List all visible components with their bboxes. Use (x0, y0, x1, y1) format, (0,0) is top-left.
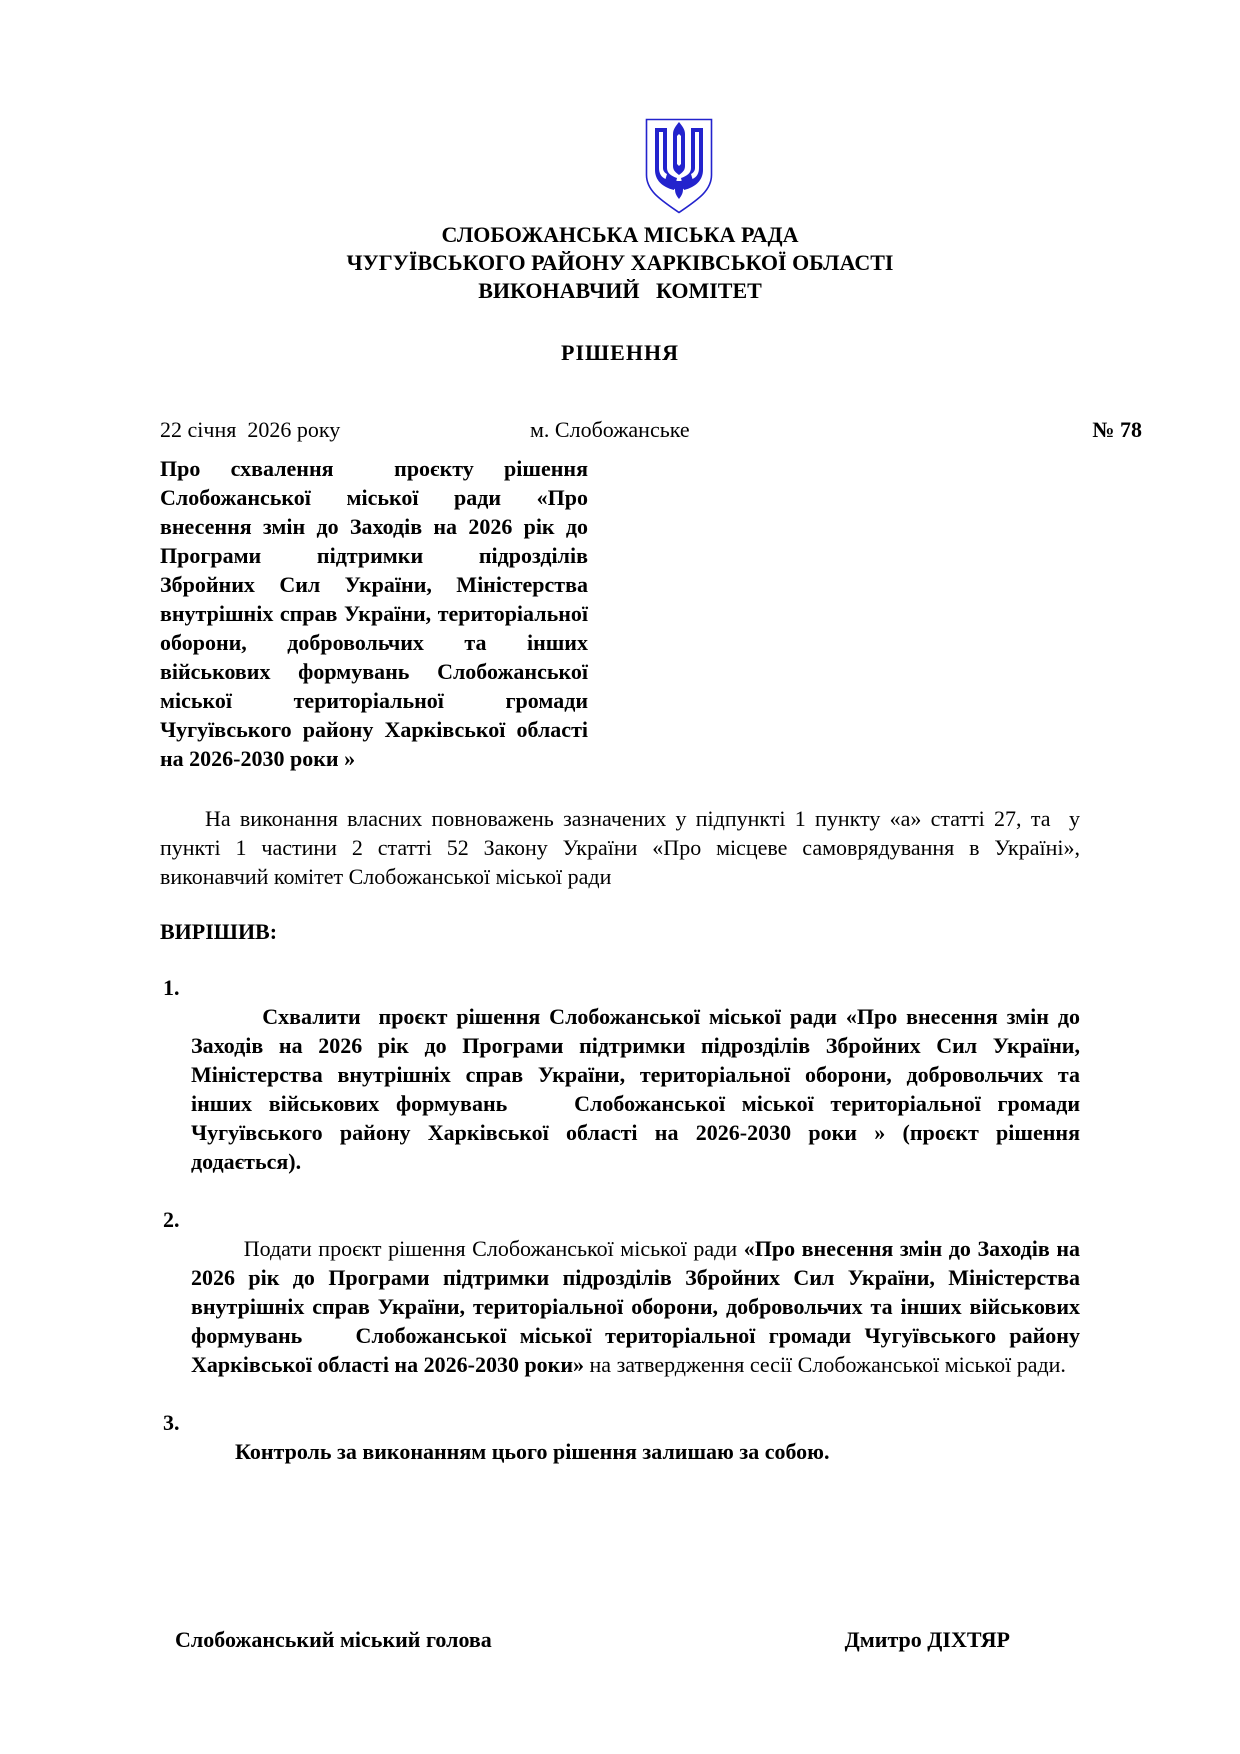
trident-shield-icon (645, 118, 713, 214)
resolved-label: ВИРІШИВ: (160, 919, 278, 944)
document-number: № 78 (1092, 417, 1142, 442)
item-2-text-bold: «Про внесення змін до Заходів на 2026 рік до Програми підтримки підрозділів Збройних Сил України, Міністерства внутрішніх справ України, територіальної оборони, добровольчих та інших військових формувань Слобожанської міської територіальної громади Чугуївського району Харківської області на 2026-2030 роки» (191, 1236, 1086, 1377)
signature-row (160, 1625, 1080, 1654)
coat-of-arms-icon (645, 118, 713, 214)
org-name-line2: ЧУГУЇВСЬКОГО РАЙОНУ ХАРКІВСЬКОЇ ОБЛАСТІ (346, 250, 894, 275)
document-place: м. Слобожанське (530, 417, 690, 442)
item-2-number: 2. (163, 1207, 180, 1232)
preamble-paragraph: На виконання власних повноважень зазначених у підпункті 1 пункту «а» статті 27, та у пункті 1 частини 2 статті 52 Закону України «Про місцеве самоврядування в Україні», виконавчий комітет Слобожанської міської ради (160, 806, 1086, 889)
signature-position: Слобожанський міський голова (175, 1627, 492, 1652)
decision-list (160, 973, 1091, 1495)
item-3-text-bold: Контроль за виконанням цього рішення залишаю за собою. (235, 1439, 830, 1464)
meta-row (160, 415, 1142, 444)
signature-name: Дмитро ДІХТЯР (844, 1627, 1010, 1652)
list-item-3 (160, 1408, 1080, 1495)
org-name-line1: СЛОБОЖАНСЬКА МІСЬКА РАДА (441, 222, 799, 247)
item-3-number: 3. (163, 1410, 180, 1435)
item-1-text-bold: Схвалити проєкт рішення Слобожанської міської ради «Про внесення змін до Заходів на 2026 рік до Програми підтримки підрозділів Збройних Сил України, Міністерства внутрішніх справ України, територіальної оборони, добровольчих та інших військових формувань Слобожанської міської територіальної громади Чугуївського району Харківської області на 2026-2030 роки » (проєкт рішення додається). (191, 1004, 1091, 1174)
list-item-2 (160, 1205, 1086, 1408)
item-2-text-suffix: на затвердження сесії Слобожанської міської ради. (584, 1352, 1066, 1377)
subject-paragraph: Про схвалення проєкту рішення Слобожанської міської ради «Про внесення змін до Заходів на 2026 рік до Програми підтримки підрозділів Збройних Сил України, Міністерства внутрішніх справ України, територіальної оборони, добровольчих та інших військових формувань Слобожанської міської територіальної громади Чугуївського району Харківської області на 2026-2030 роки » (160, 456, 594, 771)
item-2-text-prefix: Подати проєкт рішення Слобожанської міської ради (243, 1236, 744, 1261)
document-date: 22 січня 2026 року (160, 417, 341, 442)
item-1-number: 1. (163, 975, 180, 1000)
document-type-title: РІШЕННЯ (561, 340, 679, 365)
org-name-line3: ВИКОНАВЧИЙ КОМІТЕТ (478, 278, 762, 303)
list-item-1 (160, 973, 1091, 1205)
